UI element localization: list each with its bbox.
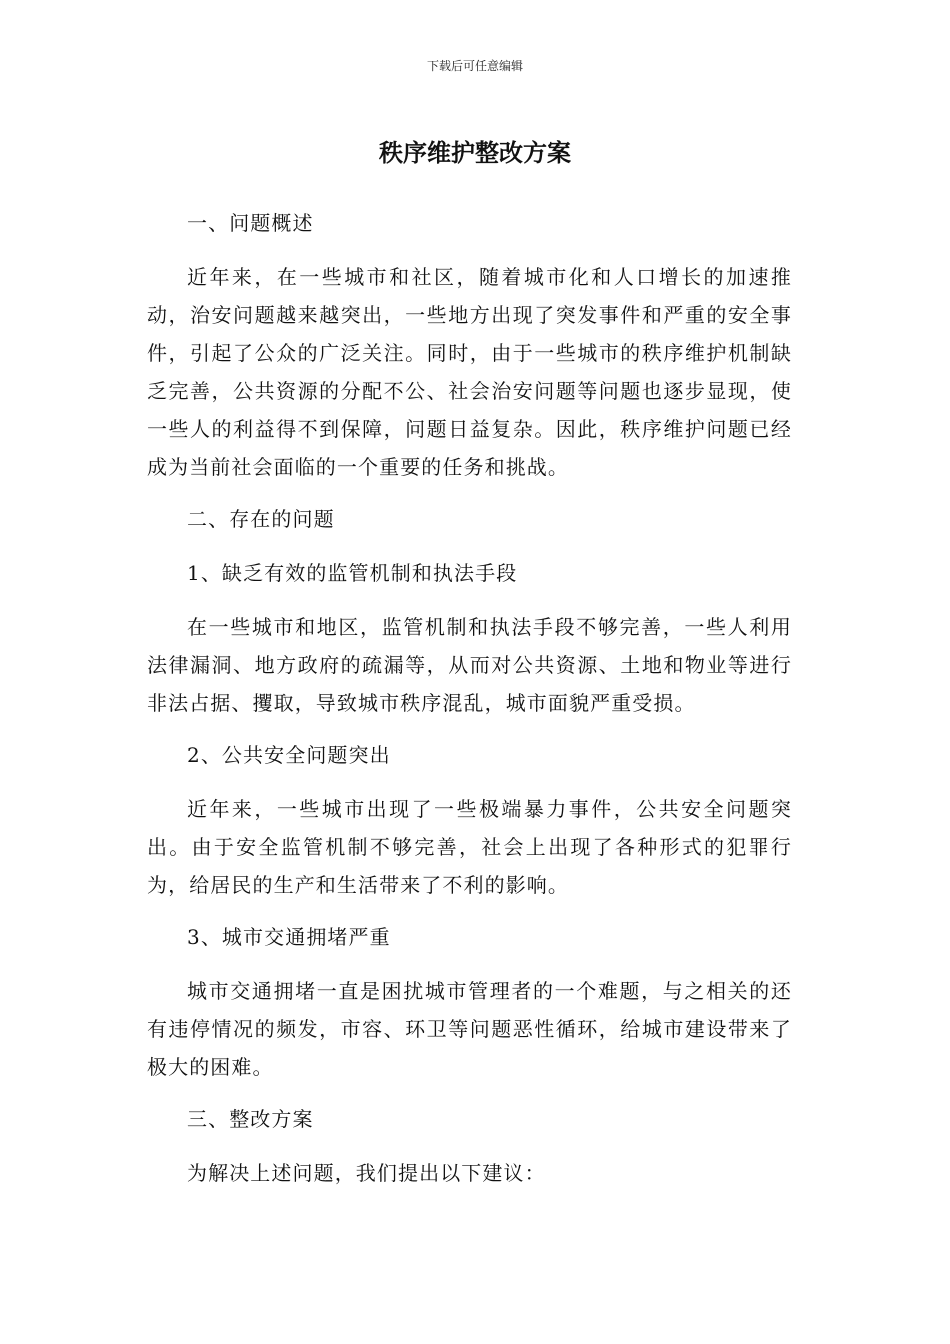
header-note: 下载后可任意编辑 bbox=[426, 59, 523, 73]
subsection-heading: 3、城市交通拥堵严重 bbox=[187, 925, 391, 949]
section-heading: 一、问题概述 bbox=[187, 211, 314, 235]
body-paragraph: 在一些城市和地区，监管机制和执法手段不够完善，一些人利用法律漏洞、地方政府的疏漏等，从而对公共资源、土地和物业等进行非法占据、攫取，导致城市秩序混乱，城市面貌严重受损。 bbox=[147, 615, 792, 715]
document-title: 秩序维护整改方案 bbox=[379, 139, 571, 167]
section-heading: 三、整改方案 bbox=[187, 1107, 314, 1131]
document-body bbox=[147, 204, 792, 1208]
body-paragraph: 近年来，在一些城市和社区，随着城市化和人口增长的加速推动，治安问题越来越突出，一些地方出现了突发事件和严重的安全事件，引起了公众的广泛关注。同时，由于一些城市的秩序维护机制缺乏完善，公共资源的分配不公、社会治安问题等问题也逐步显现，使一些人的利益得不到保障，问题日益复杂。因此，秩序维护问题已经成为当前社会面临的一个重要的任务和挑战。 bbox=[147, 265, 792, 479]
intro-sentence: 为解决上述问题，我们提出以下建议： bbox=[187, 1161, 546, 1185]
subsection-heading: 1、缺乏有效的监管机制和执法手段 bbox=[187, 561, 518, 585]
section-heading: 二、存在的问题 bbox=[187, 507, 335, 531]
body-paragraph: 近年来，一些城市出现了一些极端暴力事件，公共安全问题突出。由于安全监管机制不够完善，社会上出现了各种形式的犯罪行为，给居民的生产和生活带来了不利的影响。 bbox=[147, 797, 792, 897]
subsection-heading: 2、公共安全问题突出 bbox=[187, 743, 391, 767]
body-paragraph: 城市交通拥堵一直是困扰城市管理者的一个难题，与之相关的还有违停情况的频发，市容、环卫等问题恶性循环，给城市建设带来了极大的困难。 bbox=[147, 979, 792, 1079]
